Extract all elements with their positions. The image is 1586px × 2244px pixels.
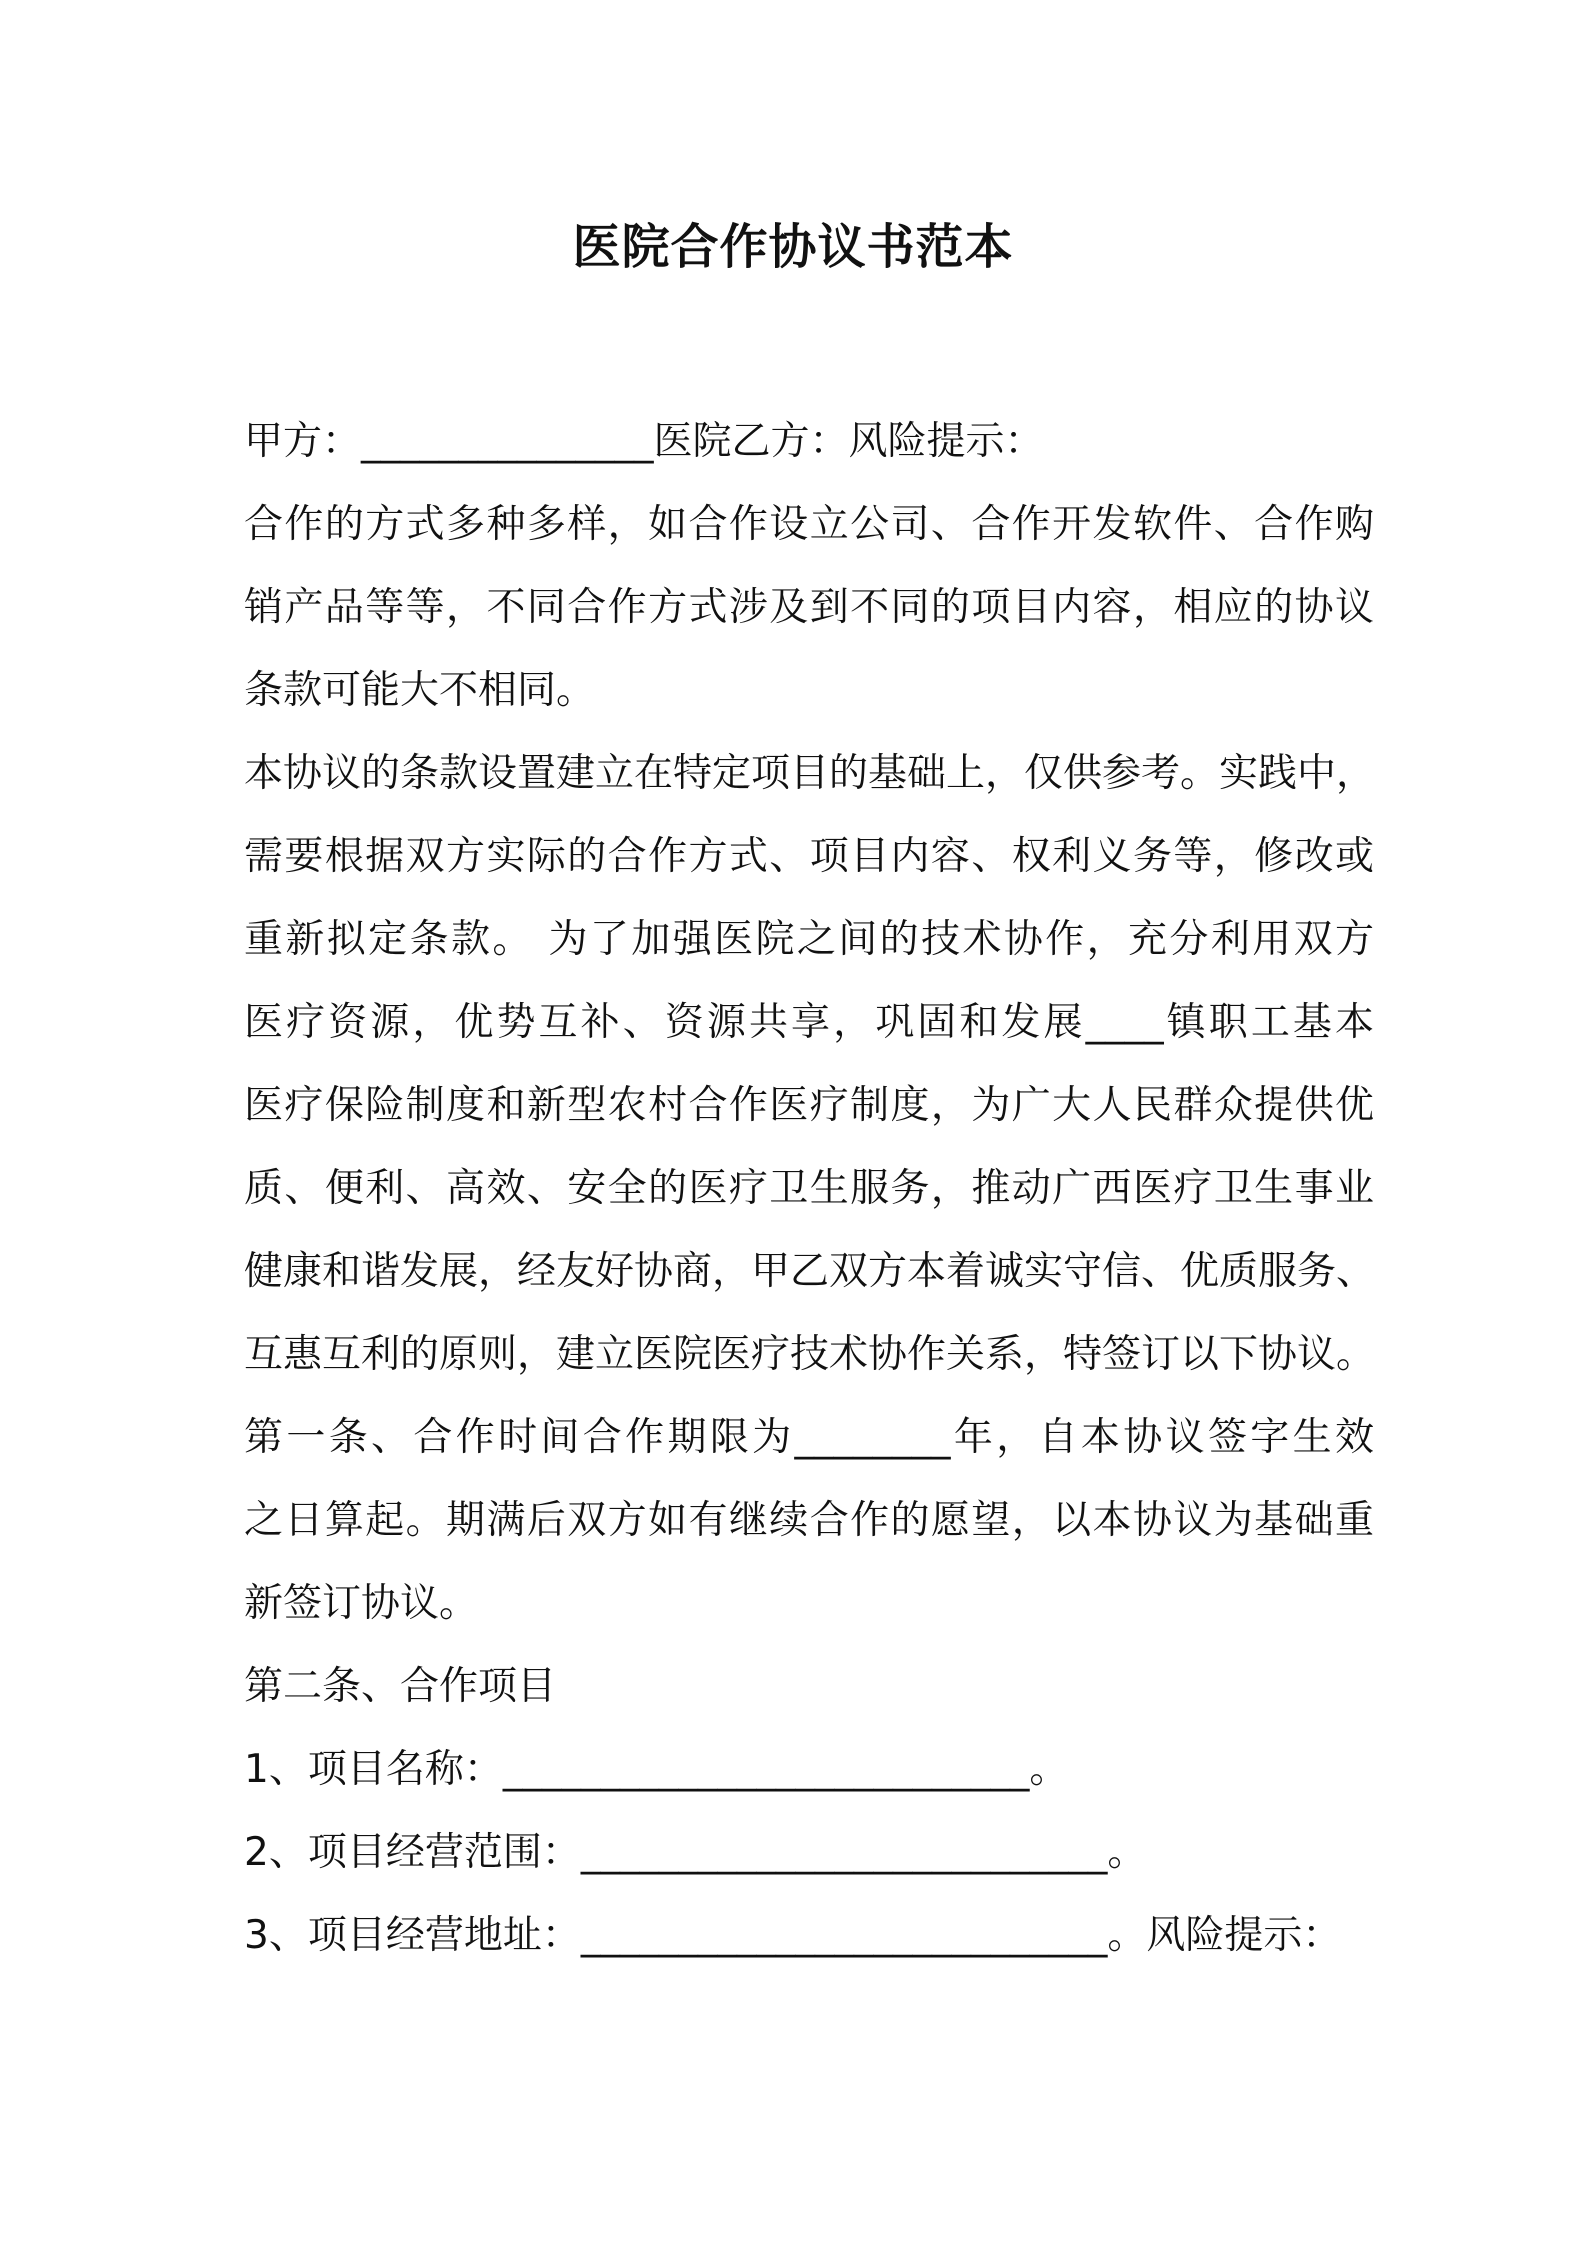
project-scope-line: 2、项目经营范围：___________________________。 xyxy=(244,1830,1147,1875)
text-line: 之日算起。期满后双方如有继续合作的愿望，以本协议为基础重 xyxy=(244,1498,1374,1543)
text-line: 合作的方式多种多样，如合作设立公司、合作开发软件、合作购 xyxy=(244,502,1374,547)
text-line: 医疗资源，优势互补、资源共享，巩固和发展____镇职工基本 xyxy=(244,1000,1374,1045)
article-1-line: 第一条、合作时间合作期限为________年，自本协议签字生效 xyxy=(244,1415,1374,1460)
text-line: 质、便利、高效、安全的医疗卫生服务，推动广西医疗卫生事业 xyxy=(244,1166,1374,1211)
project-address-line: 3、项目经营地址：___________________________。风险提示： xyxy=(244,1913,1342,1958)
party-a-line: 甲方：_______________医院乙方：风险提示： xyxy=(244,419,1044,464)
project-name-line: 1、项目名称：___________________________。 xyxy=(244,1747,1069,1792)
text-line: 条款可能大不相同。 xyxy=(244,668,596,713)
text-line: 医疗保险制度和新型农村合作医疗制度，为广大人民群众提供优 xyxy=(244,1083,1374,1128)
text-line: 健康和谐发展，经友好协商，甲乙双方本着诚实守信、优质服务、 xyxy=(244,1249,1376,1294)
article-2-heading: 第二条、合作项目 xyxy=(244,1664,557,1709)
text-line: 重新拟定条款。 为了加强医院之间的技术协作，充分利用双方 xyxy=(244,917,1374,962)
document-title: 医院合作协议书范本 xyxy=(572,219,1014,275)
text-line: 新签订协议。 xyxy=(244,1581,479,1626)
text-line: 本协议的条款设置建立在特定项目的基础上，仅供参考。实践中， xyxy=(244,751,1376,796)
text-line: 需要根据双方实际的合作方式、项目内容、权利义务等，修改或 xyxy=(244,834,1374,879)
text-line: 互惠互利的原则，建立医院医疗技术协作关系，特签订以下协议。 xyxy=(244,1332,1376,1377)
text-line: 销产品等等，不同合作方式涉及到不同的项目内容，相应的协议 xyxy=(244,585,1374,630)
document-body xyxy=(244,400,1374,1977)
